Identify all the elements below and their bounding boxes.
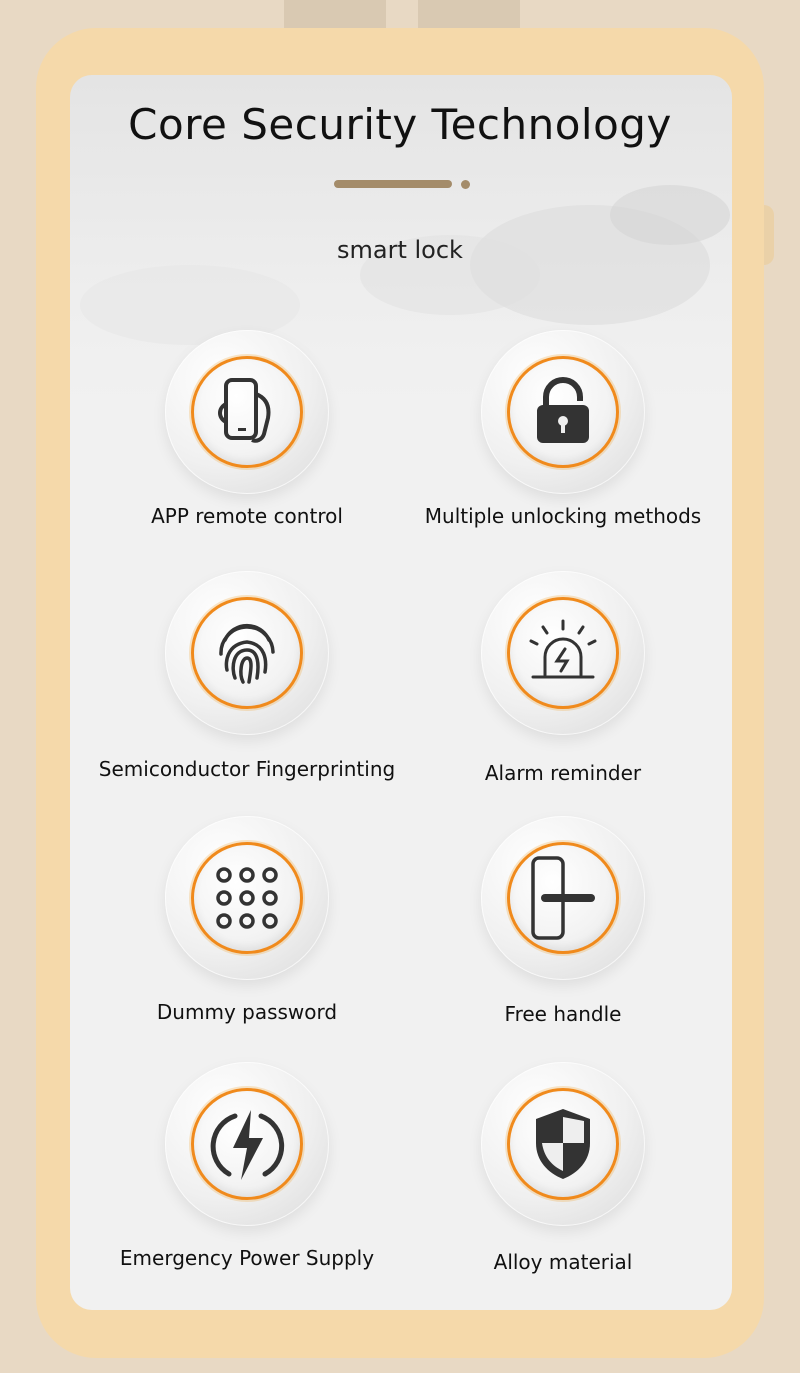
phone-hand-icon	[212, 374, 282, 450]
feature-app-remote-control	[87, 330, 407, 550]
feature-alloy-material	[403, 1062, 723, 1282]
alarm-light-icon	[525, 619, 601, 687]
lightning-icon	[207, 1104, 287, 1184]
feature-semiconductor-fingerprinting	[87, 571, 407, 791]
feature-emergency-power-supply	[87, 1062, 407, 1282]
page-title: Core Security Technology	[128, 100, 672, 149]
feature-medal	[165, 816, 329, 980]
feature-alarm-reminder	[403, 571, 723, 791]
page-subtitle: smart lock	[337, 236, 463, 264]
keypad-icon	[214, 865, 280, 931]
feature-label: Free handle	[504, 1002, 622, 1026]
feature-medal	[481, 571, 645, 735]
feature-label: Alarm reminder	[484, 761, 642, 785]
feature-medal	[165, 1062, 329, 1226]
feature-multiple-unlocking	[403, 330, 723, 550]
feature-medal	[481, 1062, 645, 1226]
title-divider-dot	[461, 180, 470, 189]
feature-label: APP remote control	[151, 504, 343, 528]
door-handle-icon	[527, 856, 599, 940]
feature-medal	[165, 571, 329, 735]
padlock-icon	[532, 377, 594, 447]
feature-medal	[481, 330, 645, 494]
feature-medal	[481, 816, 645, 980]
feature-free-handle	[403, 816, 723, 1036]
feature-label: Dummy password	[156, 1000, 338, 1024]
shield-icon	[532, 1107, 594, 1181]
feature-label: Alloy material	[493, 1250, 633, 1274]
feature-medal	[165, 330, 329, 494]
feature-label: Semiconductor Fingerprinting	[98, 757, 396, 781]
fingerprint-icon	[215, 618, 279, 688]
feature-label: Emergency Power Supply	[119, 1246, 375, 1270]
feature-label: Multiple unlocking methods	[424, 504, 702, 528]
title-divider	[334, 180, 452, 188]
feature-dummy-password	[87, 816, 407, 1036]
